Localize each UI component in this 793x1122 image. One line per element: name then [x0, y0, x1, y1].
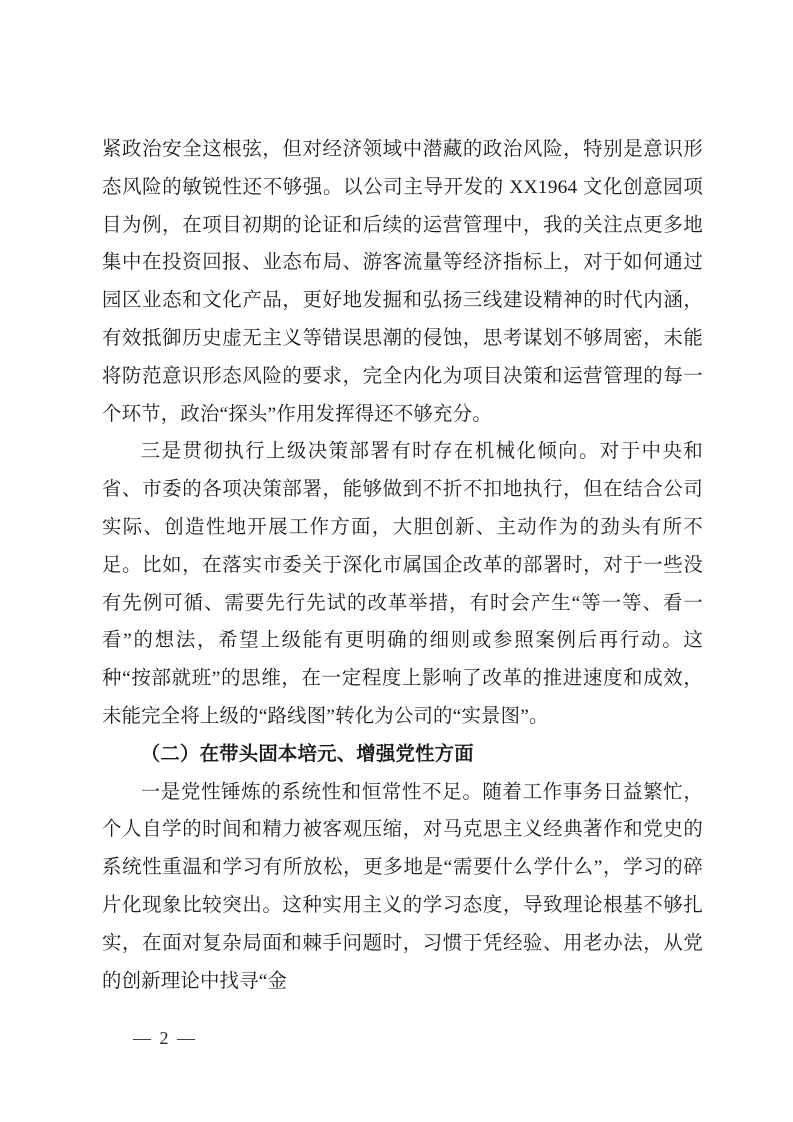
- paragraph-point-one: 一是党性锤炼的系统性和恒常性不足。随着工作事务日益繁忙，个人自学的时间和精力被客观压缩，对马克思主义经典著作和党史的系统性重温和学习有所放松，更多地是“需要什么学什么”，学习的碎片化现象比较突出。这种实用主义的学习态度，导致理论根基不够扎实，在面对复杂局面和棘手问题时，习惯于凭经验、用老办法，从党的创新理论中找寻“金: [102, 781, 703, 992]
- section-heading: （二）在带头固本培元、增强党性方面: [140, 743, 474, 765]
- page-number: — 2 —: [133, 1028, 197, 1048]
- document-body: [102, 131, 703, 1000]
- paragraph-continuation: 紧政治安全这根弦，但对经济领域中潜藏的政治风险，特别是意识形态风险的敏锐性还不够强。以公司主导开发的 XX1964 文化创意园项目为例，在项目初期的论证和后续的运营管理中，我的关注点更多地集中在投资回报、业态布局、游客流量等经济指标上，对于如何通过园区业态和文化产品，更好地发掘和弘扬三线建设精神的时代内涵，有效抵御历史虚无主义等错误思潮的侵蚀，思考谋划不够周密，未能将防范意识形态风险的要求，完全内化为项目决策和运营管理的每一个环节，政治“探头”作用发挥得还不够充分。: [102, 139, 703, 425]
- paragraph-point-three: 三是贯彻执行上级决策部署有时存在机械化倾向。对于中央和省、市委的各项决策部署，能够做到不折不扣地执行，但在结合公司实际、创造性地开展工作方面，大胆创新、主动作为的劲头有所不足。比如，在落实市委关于深化市属国企改革的部署时，对于一些没有先例可循、需要先行先试的改革举措，有时会产生“等一等、看一看”的想法，希望上级能有更明确的细则或参照案例后再行动。这种“按部就班”的思维，在一定程度上影响了改革的推进速度和成效，未能完全将上级的“路线图”转化为公司的“实景图”。: [102, 441, 703, 727]
